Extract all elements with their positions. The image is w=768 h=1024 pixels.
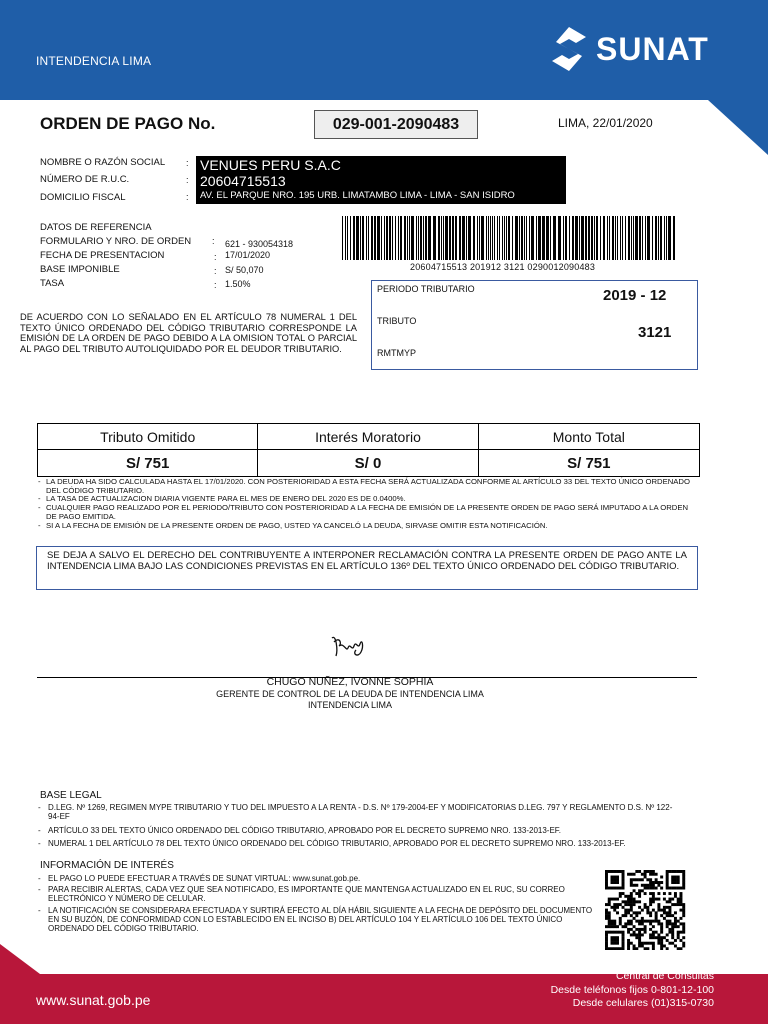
qr-code [603,870,687,950]
sunat-logo-icon [548,25,590,73]
list-item: - LA TASA DE ACTUALIZACION DIARIA VIGENTE PARA EL MES DE ENERO DEL 2020 ES DE 0.0400%. [38,494,406,504]
base-label: BASE IMPONIBLE [40,264,120,275]
value-monto-total: S/ 751 [567,454,611,472]
list-item: - LA NOTIFICACIÓN SE CONSIDERARA EFECTUADA Y SURTIRÁ EFECTO AL DÍA HÁBIL SIGUIENTE A LA FECHA DE DEPÓSITO DEL DOCUMENTO EN SU BUZÓN, DE CONFORMIDAD CON LO ESTABLECIDO EN EL INCISO B) DEL ARTÍCULO 104 Y EL ARTÍCULO 106 DEL TEXTO ÚNICO ORDENADO DEL CÓDIGO TRIBUTARIO. [38,906,593,933]
info-title: INFORMACIÓN DE INTERÉS [40,860,174,871]
footer-phones: Desde teléfonos fijos 0-801-12-100 [550,984,714,996]
signer-name: CHUGO NUÑEZ, IVONNE SOPHIA [266,676,434,688]
list-item: - LA DEUDA HA SIDO CALCULADA HASTA EL 17/01/2020. CON POSTERIORIDAD A ESTA FECHA SERÁ ACTUALIZADA CONFORME AL ARTÍCULO 33 DEL TEXTO ÚNICO ORDENADO DEL CÓDIGO TRIBUTARIO. [38,477,690,495]
footer-mobile: Desde celulares (01)315-0730 [572,997,714,1009]
colon: : [214,266,217,276]
base-value: S/ 50,070 [225,265,264,275]
list-item: - D.LEG. Nº 1269, REGIMEN MYPE TRIBUTARIO Y TUO DEL IMPUESTO A LA RENTA - D.S. Nº 179-2004-EF Y MODIFICATORIAS D.LEG. 797 Y REGLAMENTO D.S. Nº 122-94-EF [38,803,673,821]
list-item: - SI A LA FECHA DE EMISIÓN DE LA PRESENTE ORDEN DE PAGO, USTED YA CANCELÓ LA DEUDA, SIRVASE OMITIR ESTA NOTIFICACIÓN. [38,520,548,530]
footer-url[interactable]: www.sunat.gob.pe [36,992,151,1008]
taxpayer-address: AV. EL PARQUE NRO. 195 URB. LIMATAMBO LIMA - LIMA - SAN ISIDRO [200,190,515,201]
colon: : [214,252,217,262]
colon: : [186,192,189,202]
tribute-value: 3121 [638,324,672,341]
colon: : [186,175,189,185]
legal-paragraph: DE ACUERDO CON LO SEÑALADO EN EL ARTÍCULO 78 NUMERAL 1 DEL TEXTO ÚNICO ORDENADO DEL CÓDIGO TRIBUTARIO CORRESPONDE LA EMISIÓN DE LA ORDEN DE PAGO DEBIDO A LA OMISION TOTAL O PARCIAL AL PAGO DEL TRIBUTO AUTOLIQUIDADO POR EL DEUDOR TRIBUTARIO. [20,312,357,354]
name-label: NOMBRE O RAZÓN SOCIAL [40,157,166,168]
date-value: 17/01/2020 [225,250,271,260]
barcode-text: 20604715513 201912 3121 0290012090483 [410,262,596,272]
reservation-box [36,546,698,590]
list-item: - PARA RECIBIR ALERTAS, CADA VEZ QUE SEA NOTIFICADO, ES IMPORTANTE QUE MANTENGA ACTUALIZADO EN EL RUC, SU CORREO ELECTRÓNICO Y NÚMERO DE CELULAR. [38,885,565,903]
footer-center: Central de Consultas [615,970,714,982]
header-monto-total: Monto Total [479,424,699,450]
page-title: ORDEN DE PAGO No. [40,114,216,133]
rate-value: 1.50% [225,279,251,289]
place-date: LIMA, 22/01/2020 [558,116,653,130]
taxpayer-box [196,156,566,204]
logo-word: SUNAT [596,30,709,67]
tribute-label: TRIBUTO [377,316,417,326]
taxpayer-name: VENUES PERU S.A.C [200,157,341,173]
signer-office: INTENDENCIA LIMA [307,700,392,710]
header-interes-moratorio: Interés Moratorio [258,424,478,450]
signer-title: GERENTE DE CONTROL DE LA DEUDA DE INTENDENCIA LIMA [216,689,484,699]
colon: : [186,158,189,168]
notes-list [38,478,693,530]
list-item: - EL PAGO LO PUEDE EFECTUAR A TRAVÉS DE SUNAT VIRTUAL: www.sunat.gob.pe. [38,874,361,883]
ruc-label: NÚMERO DE R.U.C. [40,174,130,185]
address-label: DOMICILIO FISCAL [40,192,126,203]
taxpayer-ruc: 20604715513 [200,173,286,189]
colon: : [212,236,215,246]
header-tributo-omitido: Tributo Omitido [38,424,258,450]
amounts-table [37,423,700,477]
form-label: FORMULARIO Y NRO. DE ORDEN [40,236,192,247]
base-legal-title: BASE LEGAL [40,790,102,801]
header-corner [708,100,768,155]
period-box [371,280,698,370]
list-item: - CUALQUIER PAGO REALIZADO POR EL PERIODO/TRIBUTO CON POSTERIORIDAD A LA FECHA DE EMISIÓN DE LA PRESENTE ORDEN DE PAGO SERÁ IMPUTADO A LA ORDEN DE PAGO EMITIDA. [38,503,689,521]
date-label: FECHA DE PRESENTACION [40,250,165,261]
regime-label: RMTMYP [377,348,416,358]
list-item: - ARTÍCULO 33 DEL TEXTO ÚNICO ORDENADO DEL CÓDIGO TRIBUTARIO, APROBADO POR EL DECRETO SUPREMO NRO. 133-2013-EF. [38,826,562,835]
rate-label: TASA [40,278,65,289]
reservation-text: SE DEJA A SALVO EL DERECHO DEL CONTRIBUYENTE A INTERPONER RECLAMACIÓN CONTRA LA PRESENTE ORDEN DE PAGO ANTE LA INTENDENCIA LIMA BAJO LAS CONDICIONES PREVISTAS EN EL ARTÍCULO 136º DEL TEXTO ÚNICO ORDENADO DEL CÓDIGO TRIBUTARIO. [47,550,687,572]
value-interes-moratorio: S/ 0 [258,450,478,476]
list-item: - NUMERAL 1 DEL ARTÍCULO 78 DEL TEXTO ÚNICO ORDENADO DEL CÓDIGO TRIBUTARIO, APROBADO POR EL DECRETO SUPREMO NRO. 133-2013-EF. [38,839,626,848]
period-value: 2019 - 12 [603,287,667,304]
reference-title: DATOS DE REFERENCIA [40,222,152,233]
form-value: 621 - 930054318 [225,239,294,249]
footer-corner [0,944,40,974]
colon: : [214,280,217,290]
barcode [340,216,680,262]
sunat-logo [548,24,709,74]
period-label: PERIODO TRIBUTARIO [377,284,475,294]
office-label: INTENDENCIA LIMA [36,54,152,68]
handwritten-signature [328,630,368,664]
value-tributo-omitido: S/ 751 [38,450,258,476]
order-number: 029-001-2090483 [314,110,478,139]
